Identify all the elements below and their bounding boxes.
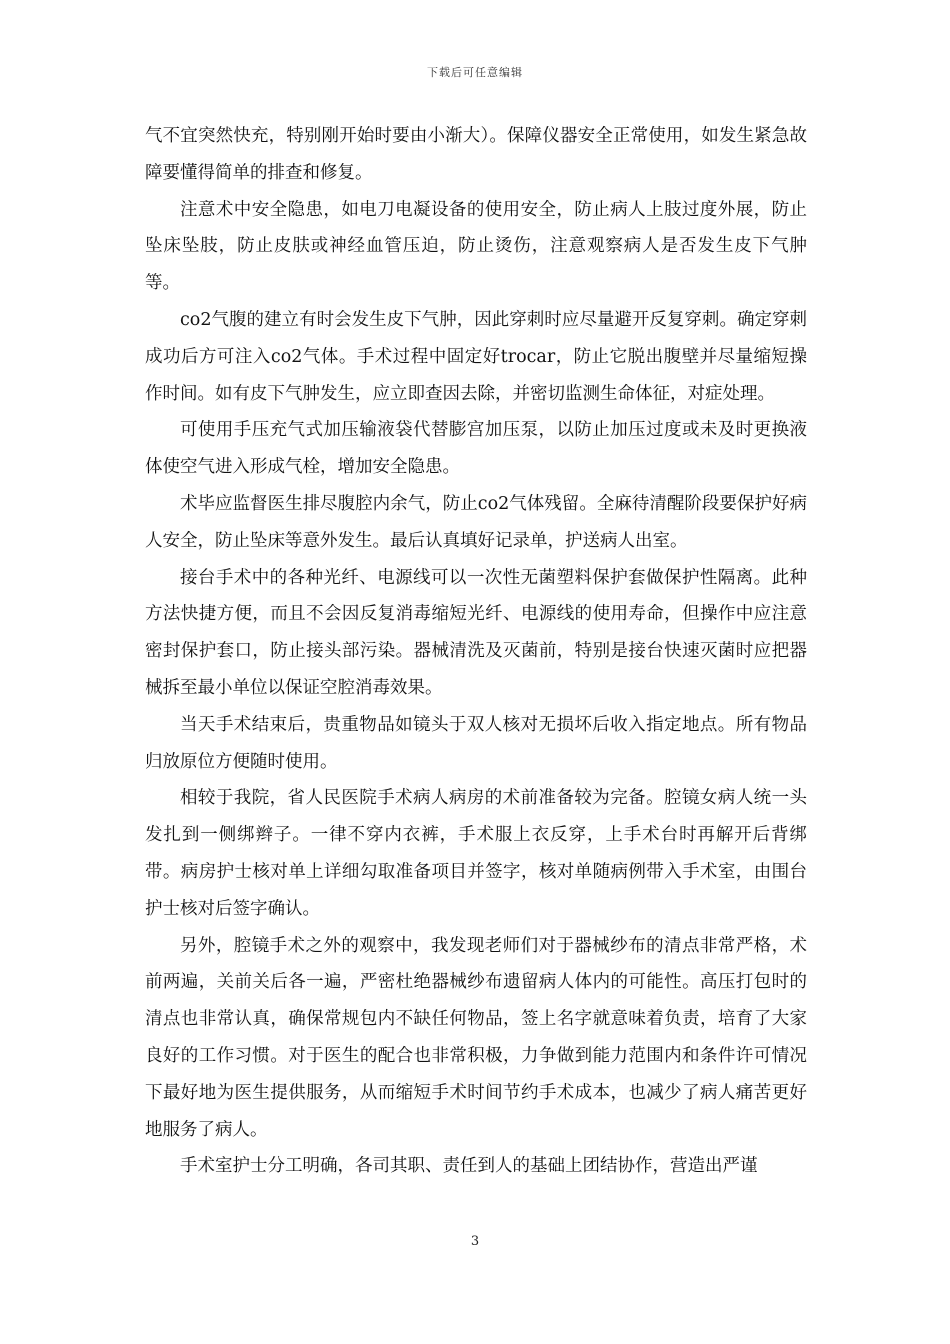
document-body bbox=[145, 118, 807, 1185]
page-header: 下载后可任意编辑 bbox=[427, 66, 523, 79]
paragraph: 相较于我院，省人民医院手术病人病房的术前准备较为完备。腔镜女病人统一头发扎到一侧绑辫子。一律不穿内衣裤，手术服上衣反穿，上手术台时再解开后背绑带。病房护士核对单上详细勾取准备项目并签字，核对单随病例带入手术室，由围台护士核对后签字确认。 bbox=[145, 788, 807, 919]
paragraph: 可使用手压充气式加压输液袋代替膨宫加压泵，以防止加压过度或未及时更换液体使空气进入形成气栓，增加安全隐患。 bbox=[145, 420, 807, 478]
paragraph: 术毕应监督医生排尽腹腔内余气，防止co2气体残留。全麻待清醒阶段要保护好病人安全，防止坠床等意外发生。最后认真填好记录单，护送病人出室。 bbox=[145, 493, 807, 551]
paragraph: co2气腹的建立有时会发生皮下气肿，因此穿刺时应尽量避开反复穿刺。确定穿刺成功后方可注入co2气体。手术过程中固定好trocar，防止它脱出腹壁并尽量缩短操作时间。如有皮下气肿发生，应立即查因去除，并密切监测生命体征，对症处理。 bbox=[145, 309, 807, 404]
paragraph-continuation: 气不宜突然快充，特别刚开始时要由小渐大）。保障仪器安全正常使用，如发生紧急故障要懂得简单的排查和修复。 bbox=[145, 126, 807, 183]
paragraph: 手术室护士分工明确，各司其职、责任到人的基础上团结协作，营造出严谨 bbox=[180, 1156, 758, 1177]
paragraph: 接台手术中的各种光纤、电源线可以一次性无菌塑料保护套做保护性隔离。此种方法快捷方便，而且不会因反复消毒缩短光纤、电源线的使用寿命，但操作中应注意密封保护套口，防止接头部污染。器械清洗及灭菌前，特别是接台快速灭菌时应把器械拆至最小单位以保证空腔消毒效果。 bbox=[145, 567, 807, 698]
paragraph: 注意术中安全隐患，如电刀电凝设备的使用安全，防止病人上肢过度外展，防止坠床坠肢，防止皮肤或神经血管压迫，防止烫伤，注意观察病人是否发生皮下气肿等。 bbox=[145, 199, 807, 294]
paragraph: 当天手术结束后，贵重物品如镜头于双人核对无损坏后收入指定地点。所有物品归放原位方便随时使用。 bbox=[145, 714, 807, 772]
paragraph: 另外，腔镜手术之外的观察中，我发现老师们对于器械纱布的清点非常严格，术前两遍，关前关后各一遍，严密杜绝器械纱布遗留病人体内的可能性。高压打包时的清点也非常认真，确保常规包内不缺任何物品，签上名字就意味着负责，培育了大家良好的工作习惯。对于医生的配合也非常积极，力争做到能力范围内和条件许可情况下最好地为医生提供服务，从而缩短手术时间节约手术成本，也减少了病人痛苦更好地服务了病人。 bbox=[145, 935, 807, 1140]
page-number: 3 bbox=[470, 1234, 480, 1249]
